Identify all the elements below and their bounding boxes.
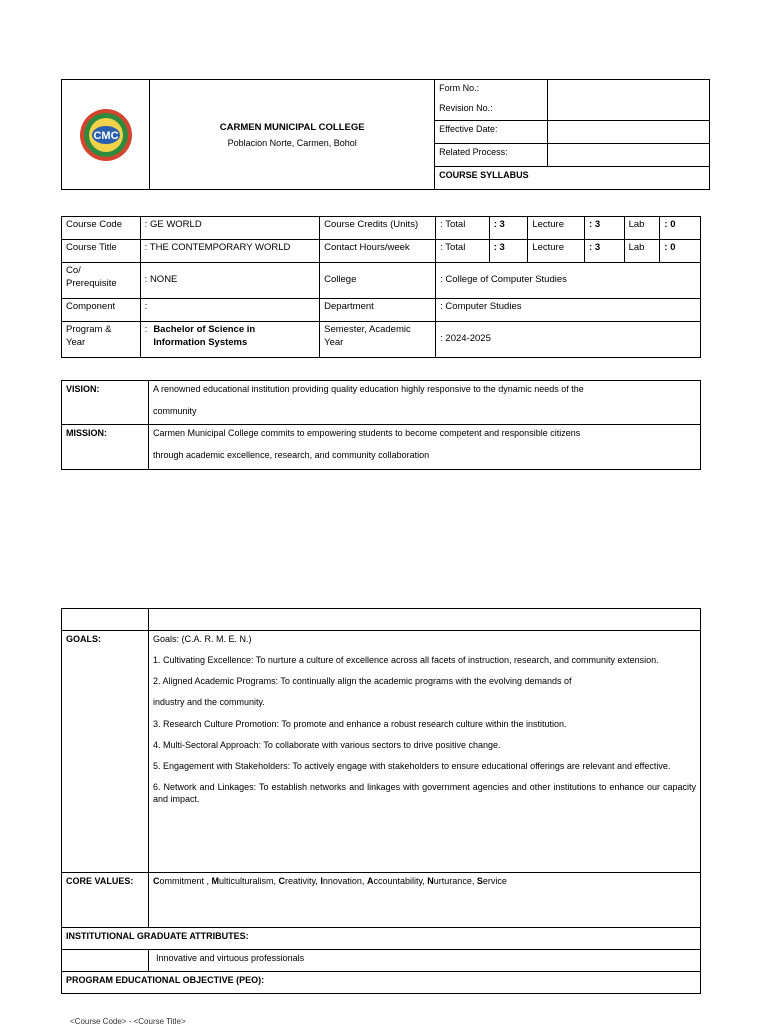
vision-line1: A renowned educational institution providing quality education highly responsive to the dynamic needs of the [153,384,584,394]
college-address: Poblacion Norte, Carmen, Bohol [227,137,357,148]
college-cell [150,80,435,190]
credits-lab-value: : 0 [660,217,701,240]
effective-date-label: Effective Date: [435,121,548,144]
contact-total-label: : Total [436,240,490,263]
college-value: : College of Computer Studies [436,263,701,299]
doc-type: COURSE SYLLABUS [435,167,710,190]
credits-lecture-label: Lecture [528,217,585,240]
contact-lecture-value: : 3 [585,240,625,263]
related-process-value [548,144,710,167]
empty-label-cell [62,609,149,631]
goal-1: 1. Cultivating Excellence: To nurture a culture of excellence across all facets of instruction, research, and community extension. [153,655,659,666]
mission-text [149,425,701,470]
program-line2: Information Systems [153,336,248,348]
course-info-table [61,216,701,358]
program-label-line2: Year [66,336,86,348]
goal-3: 3. Research Culture Promotion: To promote and enhance a robust research culture within the institution. [153,718,567,729]
core-value-nurturance: Nurturance, [427,876,477,886]
contact-total-value: : 3 [489,240,528,263]
core-value-commitment: Commitment , [153,876,212,886]
goal-6: 6. Network and Linkages: To establish networks and linkages with government agencies and other institutions to enhance our capacity and impact. [153,781,696,805]
vision-label: VISION: [62,381,149,425]
semester-value: : 2024-2025 [436,322,701,358]
peo-label: PROGRAM EDUCATIONAL OBJECTIVE (PEO): [62,972,701,994]
goals-table [61,608,701,994]
document-header [61,79,710,190]
prerequisite-label [62,263,141,299]
credits-lab-label: Lab [624,217,660,240]
vision-line2: community [153,406,197,417]
logo-cell [62,80,150,190]
core-value-multiculturalism: Multiculturalism, [211,876,279,886]
credits-label: Course Credits (Units) [320,217,436,240]
goal-5: 5. Engagement with Stakeholders: To actively engage with stakeholders to ensure educational offerings are relevant and effective. [153,760,671,771]
college-name: CARMEN MUNICIPAL COLLEGE [219,122,365,134]
department-label: Department [320,299,436,322]
course-code-value: : GE WORLD [140,217,319,240]
program-value [140,322,319,358]
contact-lecture-label: Lecture [528,240,585,263]
prerequisite-value: : NONE [140,263,319,299]
mission-line2: through academic excellence, research, and community collaboration [153,450,430,461]
form-no-cell [435,80,548,121]
prerequisite-label-line2: Prerequisite [66,277,117,289]
component-value: : [140,299,319,322]
goal-2-line2: industry and the community. [153,697,265,708]
effective-date-value [548,121,710,144]
semester-label-line2: Year [324,336,344,348]
semester-label-line1: Semester, Academic [324,324,411,335]
contact-lab-label: Lab [624,240,660,263]
college-label: College [320,263,436,299]
attributes-empty-cell [62,950,149,972]
attribute-item: Innovative and virtuous professionals [149,950,701,972]
goals-heading: Goals: (C.A. R. M. E. N.) [153,634,252,644]
semester-label [320,322,436,358]
program-line1: Bachelor of Science in [153,324,256,335]
component-label: Component [62,299,141,322]
program-prefix: : [144,324,148,335]
goals-content [149,631,701,873]
course-code-label: Course Code [62,217,141,240]
program-label-line1: Program & [66,324,112,335]
attributes-label: INSTITUTIONAL GRADUATE ATTRIBUTES: [62,928,701,950]
contact-lab-value: : 0 [660,240,701,263]
credits-lecture-value: : 3 [585,217,625,240]
mission-line1: Carmen Municipal College commits to empowering students to become competent and responsible citizens [153,428,581,438]
page-footer: <Course Code> - <Course Title> [70,1017,186,1026]
department-value: : Computer Studies [436,299,701,322]
goal-4: 4. Multi-Sectoral Approach: To collaborate with various sectors to drive positive change. [153,739,501,750]
credits-total-label: : Total [436,217,490,240]
logo-text: CMC [93,129,119,142]
related-process-label: Related Process: [435,144,548,167]
form-no-value [548,80,710,121]
form-no-label: Form No.: [439,83,480,93]
program-label [62,322,141,358]
course-title-value: : THE CONTEMPORARY WORLD [140,240,319,263]
revision-no-label: Revision No.: [439,103,493,114]
core-values-content [149,873,701,928]
goal-2-line1: 2. Aligned Academic Programs: To continually align the academic programs with the evolving demands of [153,676,572,687]
core-value-innovation: Innovation, [320,876,367,886]
core-value-service: Service [476,876,507,886]
credits-total-value: : 3 [489,217,528,240]
prerequisite-label-line1: Co/ [66,265,81,276]
core-value-accountability: Accountability, [366,876,428,886]
empty-value-cell [149,609,701,631]
contact-hours-label: Contact Hours/week [320,240,436,263]
core-value-creativity: Creativity, [278,876,321,886]
college-seal-logo [79,108,133,162]
vision-mission-table [61,380,701,470]
mission-label: MISSION: [62,425,149,470]
vision-text [149,381,701,425]
course-title-label: Course Title [62,240,141,263]
goals-label: GOALS: [62,631,149,873]
core-values-label: CORE VALUES: [62,873,149,928]
